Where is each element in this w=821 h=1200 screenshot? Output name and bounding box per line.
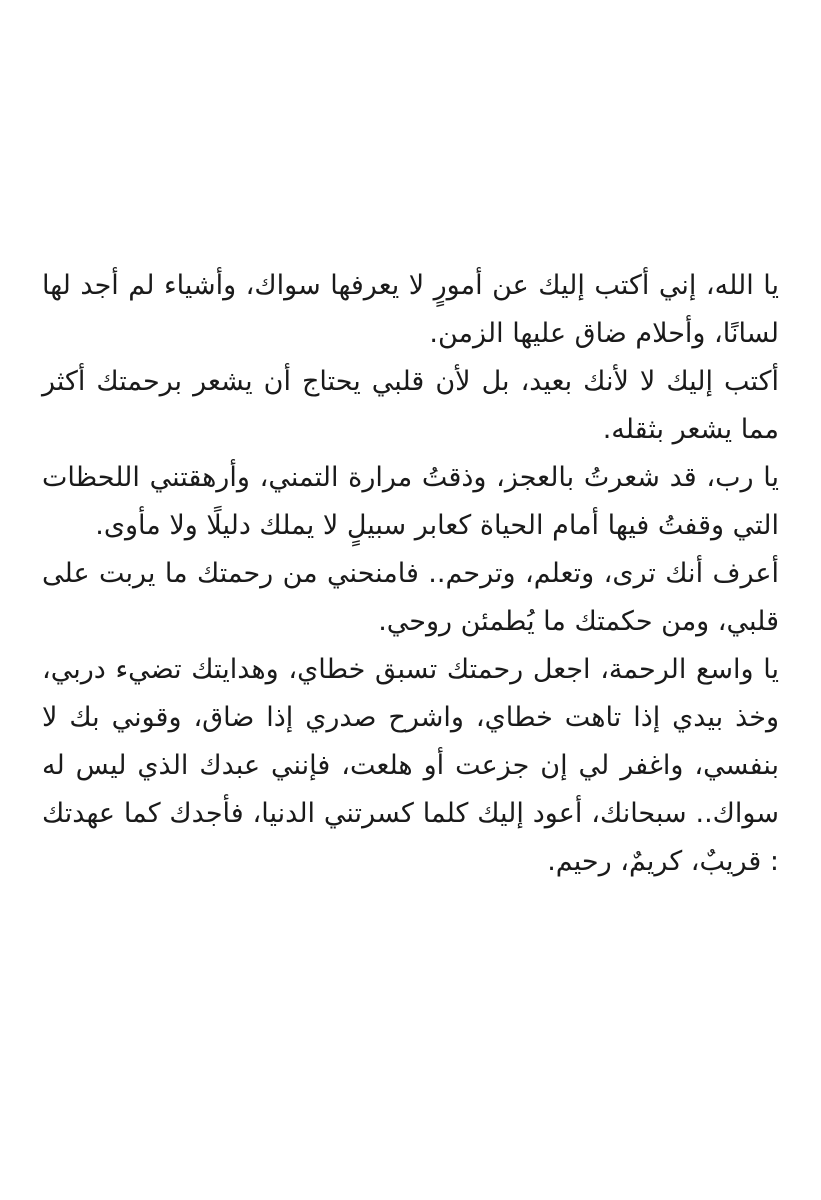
prayer-text bbox=[42, 262, 779, 886]
paragraph-5: يا واسع الرحمة، اجعل رحمتك تسبق خطاي، وهدايتك تضيء دربي، وخذ بيدي إذا تاهت خطاي، واشرح صدري إذا ضاق، وقوني بك لا بنفسي، واغفر لي إن جزعت أو هلعت، فإنني عبدك الذي ليس له سواك.. سبحانك، أعود إليك كلما كسرتني الدنيا، فأجدك كما عهدتك : قريبٌ، كريمٌ، رحيم. bbox=[42, 654, 779, 877]
paragraph-2: أكتب إليك لا لأنك بعيد، بل لأن قلبي يحتاج أن يشعر برحمتك أكثر مما يشعر بثقله. bbox=[42, 366, 779, 445]
paragraph-3: يا رب، قد شعرتُ بالعجز، وذقتُ مرارة التمني، وأرهقتني اللحظات التي وقفتُ فيها أمام الحياة كعابر سبيلٍ لا يملك دليلًا ولا مأوى. bbox=[42, 462, 779, 541]
paragraph-4: أعرف أنك ترى، وتعلم، وترحم.. فامنحني من رحمتك ما يربت على قلبي، ومن حكمتك ما يُطمئن روحي. bbox=[42, 558, 779, 637]
paragraph-1: يا الله، إني أكتب إليك عن أمورٍ لا يعرفها سواك، وأشياء لم أجد لها لسانًا، وأحلام ضاق عليها الزمن. bbox=[42, 270, 779, 349]
